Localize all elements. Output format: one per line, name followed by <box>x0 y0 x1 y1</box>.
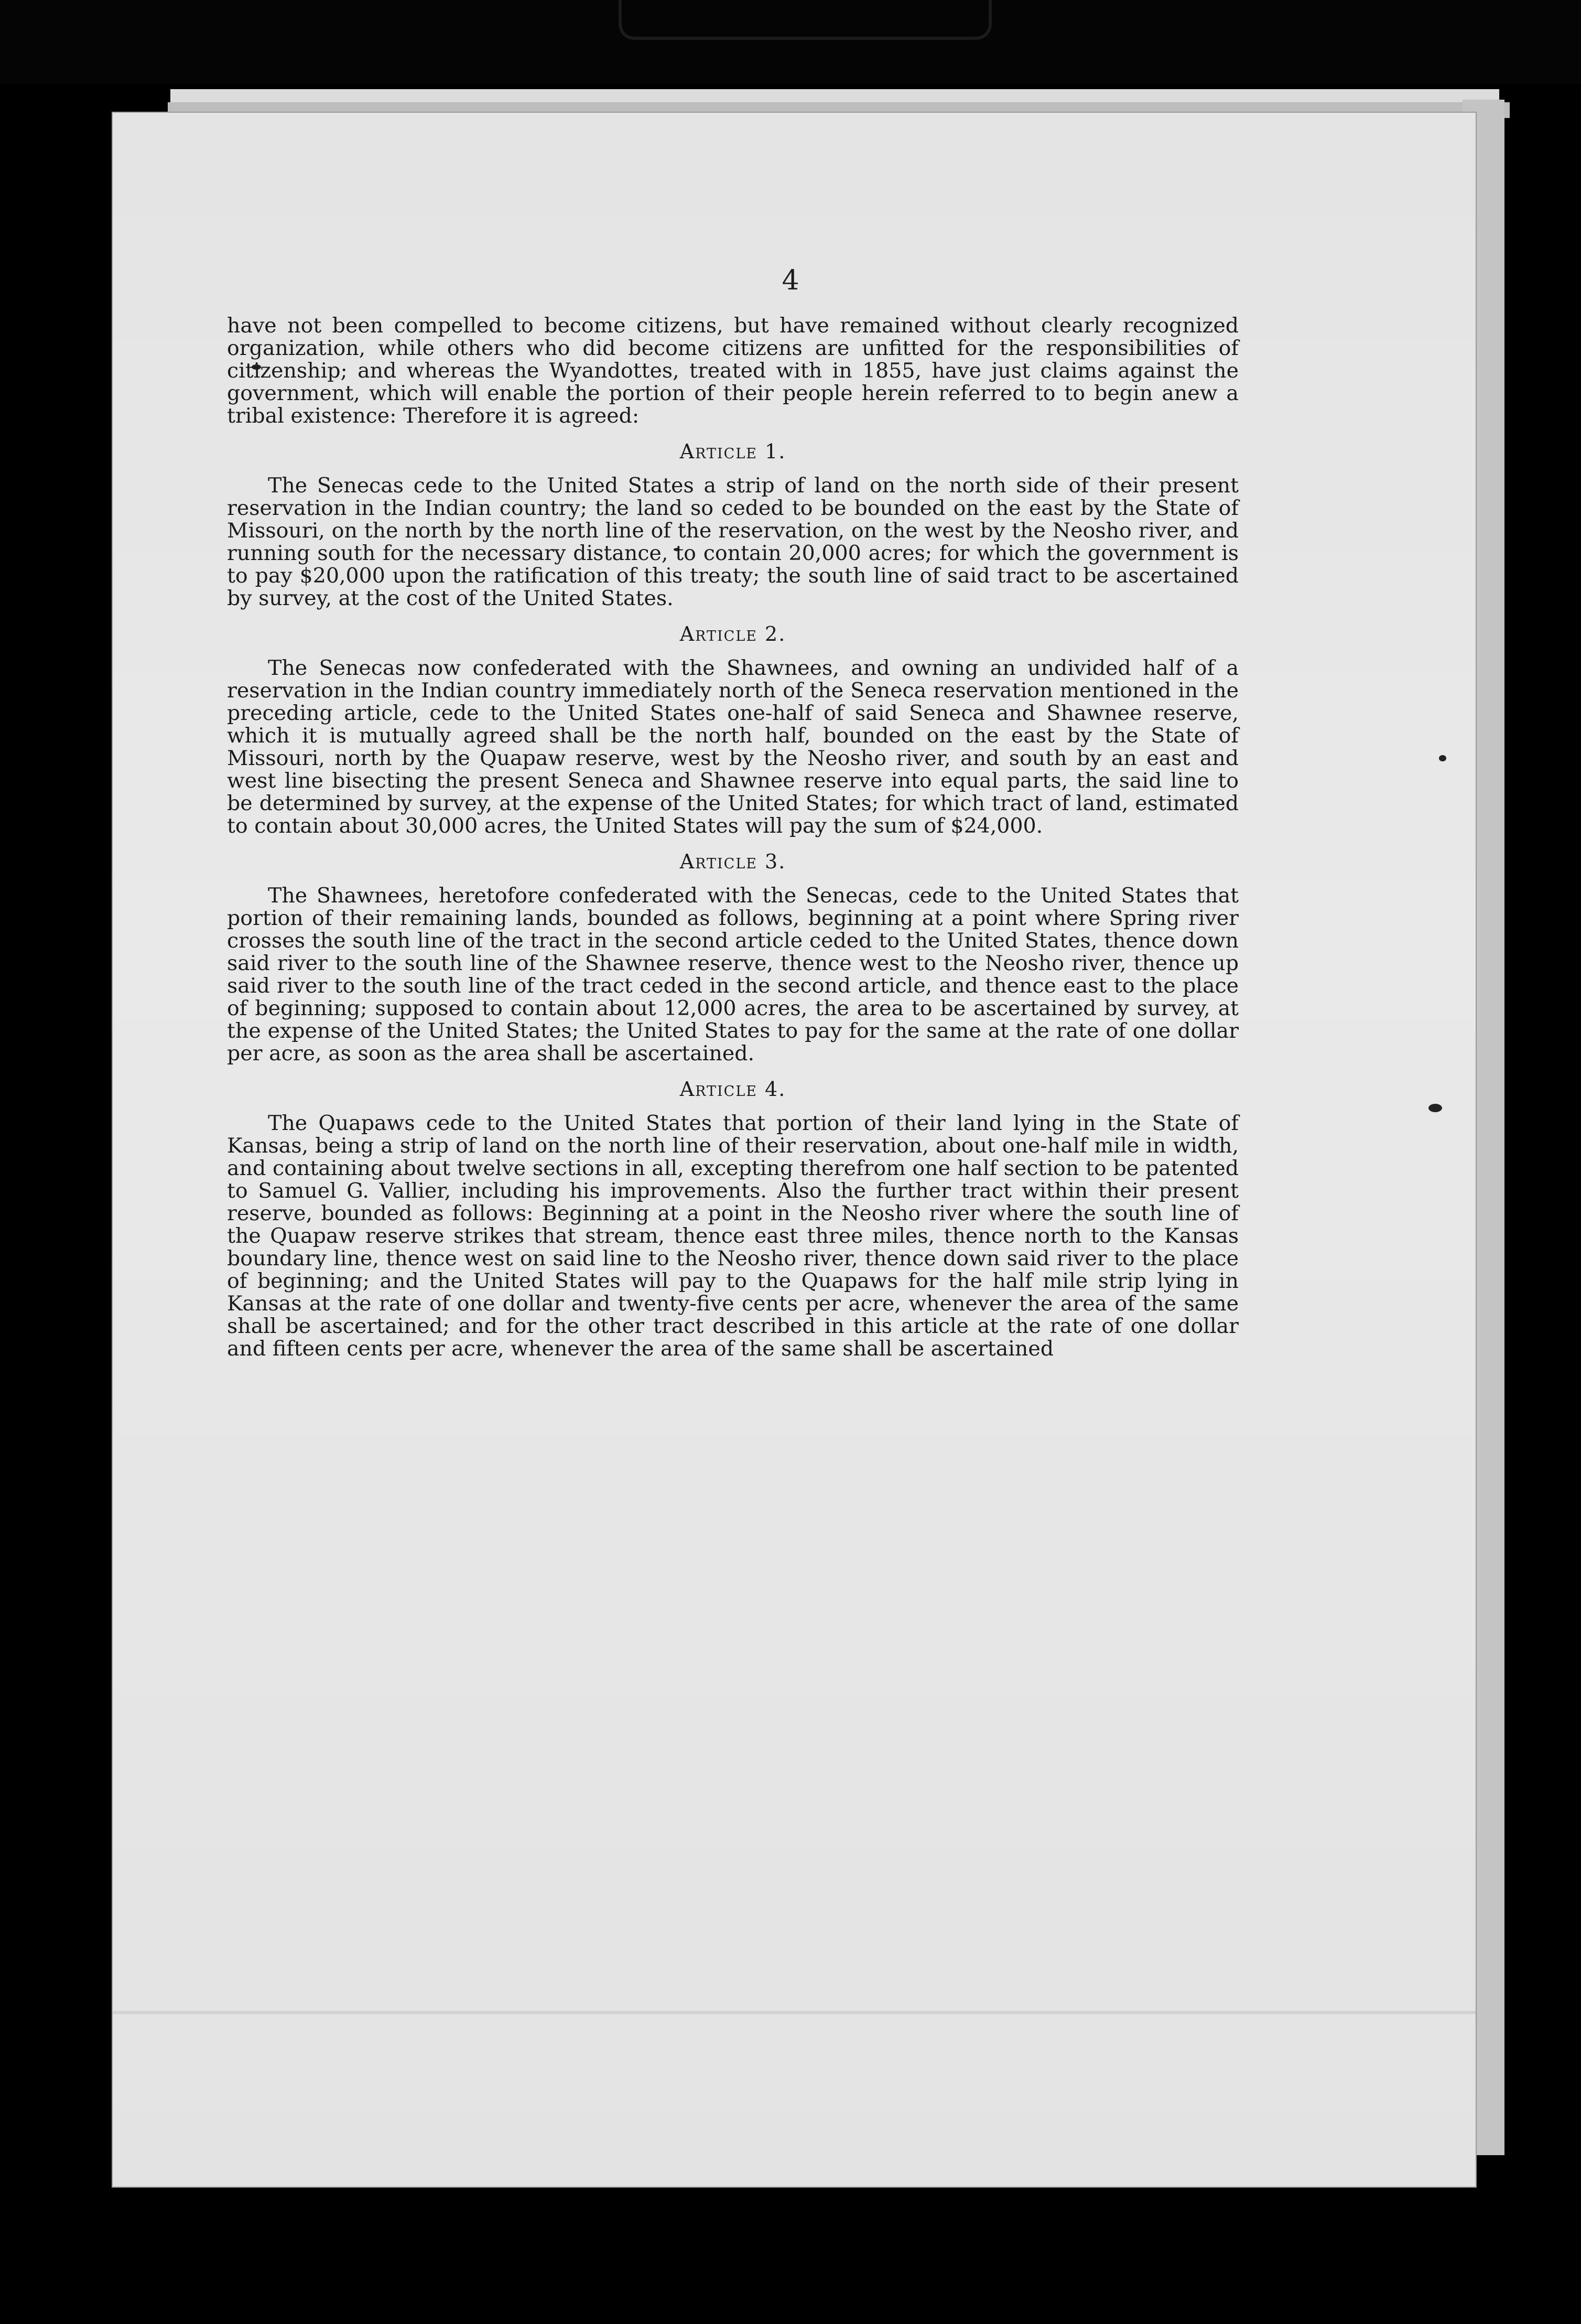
article-2-heading: Article 2. <box>679 622 786 645</box>
article-3-text: The Shawnees, heretofore confederated with the Senecas, cede to the United States that portion of their remaining lands, bounded as follows, beginning at a point where Spring river crosses the south line of the tract in the second article ceded to the United States, thence down said river to the south line of the Shawnee reserve, thence west to the Neosho river, thence up said river to the south line of the tract ceded in the second article, and thence east to the place of beginning; supposed to contain about 12,000 acres, the area to be ascertained by survey, at the expense of the United States; the United States to pay for the same at the rate of one dollar per acre, as soon as the area shall be ascertained. <box>227 884 1239 1066</box>
article-1-text: The Senecas cede to the United States a strip of land on the north side of their present reservation in the Indian country; the land so ceded to be bounded on the east by the State of Missouri, on the north by the north line of the reservation, on the west by the Neosho river, and running south for the necessary distance, to contain 20,000 acres; for which the government is to pay $20,000 upon the ratification of this treaty; the south line of said tract to be ascertained by survey, at the cost of the United States. <box>227 474 1239 610</box>
article-4-heading: Article 4. <box>679 1078 786 1101</box>
article-2-text: The Senecas now confederated with the Shawnees, and owning an undivided half of a reservation in the Indian country immediately north of the Seneca reservation mentioned in the preceding article, cede to the United States one-half of said Seneca and Shawnee reserve, which it is mutually agreed shall be the north half, bounded on the east by the State of Missouri, north by the Quapaw reserve, west by the Neosho river, and south by an east and west line bisecting the present Seneca and Shawnee reserve into equal parts, the said line to be determined by survey, at the expense of the United States; for which tract of land, estimated to contain about 30,000 acres, the United States will pay the sum of $24,000. <box>227 656 1239 838</box>
fold-crease <box>113 2011 1476 2014</box>
preamble-paragraph: have not been compelled to become citizens, but have remained without clearly recognized organization, while others who did become citizens are unfitted for the responsibilities of citizenship; and whereas the Wyandottes, treated with in 1855, have just claims against the government, which will enable the portion of their people herein referred to to begin anew a tribal existence: Therefore it is agreed: <box>227 314 1239 428</box>
page-number: 4 <box>782 265 799 296</box>
article-1-heading: Article 1. <box>679 440 786 463</box>
article-3-heading: Article 3. <box>679 850 786 873</box>
film-border-top <box>0 0 1581 84</box>
film-frame-mark <box>619 0 992 40</box>
article-4-text: The Quapaws cede to the United States that portion of their land lying in the State of Kansas, being a strip of land on the north line of their reservation, about one-half mile in width, and containing about twelve sections in all, excepting therefrom one half section to be patented to Samuel G. Vallier, including his improvements. Also the further tract within their present reserve, bounded as follows: Beginning at a point in the Neosho river where the south line of the Quapaw reserve strikes that stream, thence east three miles, thence north to the Kansas boundary line, thence west on said line to the Neosho river, thence down said river to the place of beginning; and the United States will pay to the Quapaws for the half mile strip lying in Kansas at the rate of one dollar and twenty-five cents per acre, whenever the area of the same shall be ascertained; and for the other tract described in this article at the rate of one dollar and fifteen cents per acre, whenever the area of the same shall be ascertained <box>227 1111 1239 1361</box>
scan-speck <box>1428 1104 1442 1112</box>
document-body <box>227 315 1239 1360</box>
scan-speck <box>1439 755 1446 761</box>
